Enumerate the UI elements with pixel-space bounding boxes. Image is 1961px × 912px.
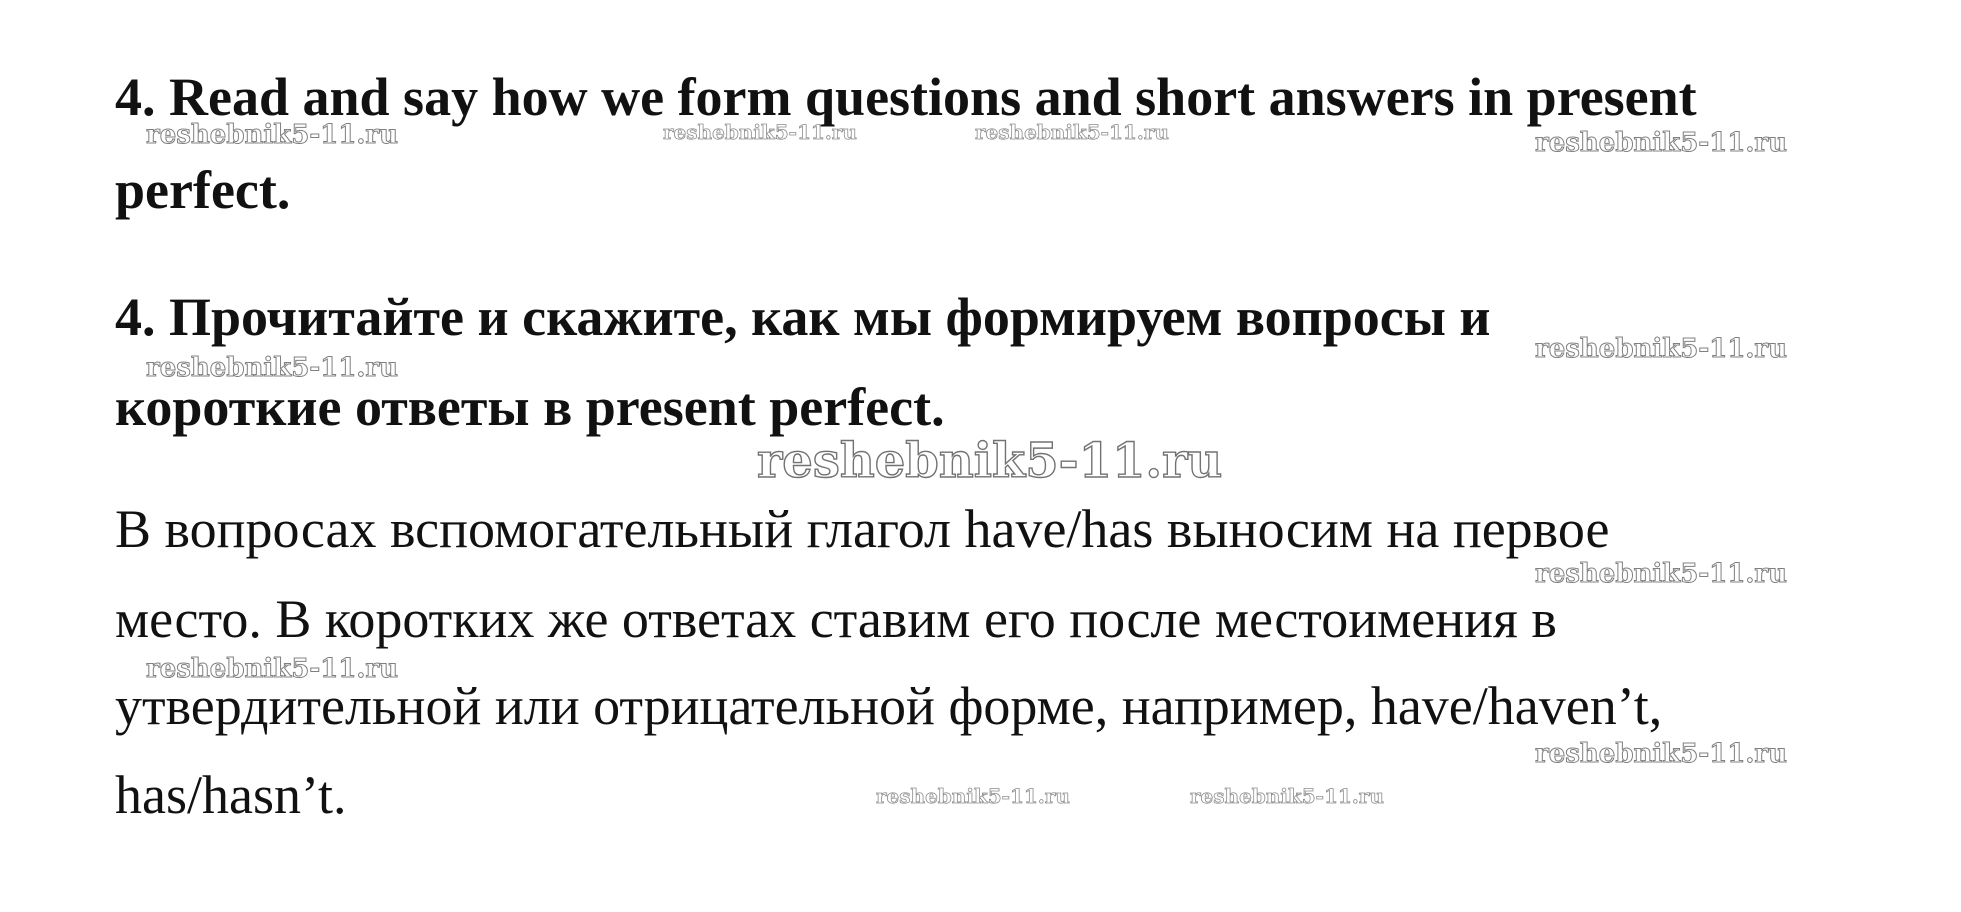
task-title-ru-line-1: 4. Прочитайте и скажите, как мы формируем вопросы и [115,287,1491,347]
watermark: reshebnik5-11.ru [1535,128,1788,158]
answer-line-4: has/hasn’t. [115,765,347,825]
answer-line-3: утвердительной или отрицательной форме, например, have/haven’t, [115,676,1663,736]
watermark: reshebnik5-11.ru [146,353,399,383]
watermark: reshebnik5-11.ru [146,654,399,684]
watermark: reshebnik5-11.ru [876,784,1070,808]
task-title-en-line-1: 4. Read and say how we form questions and short answers in present [115,67,1697,127]
answer-line-2: место. В коротких же ответах ставим его после местоимения в [115,589,1557,649]
watermark: reshebnik5-11.ru [663,120,857,144]
watermark: reshebnik5-11.ru [1535,334,1788,364]
watermark: reshebnik5-11.ru [146,120,399,150]
task-title-ru-line-2: короткие ответы в present perfect. [115,377,945,437]
watermark: reshebnik5-11.ru [1190,784,1384,808]
answer-line-1: В вопросах вспомогательный глагол have/has выносим на первое [115,499,1610,559]
watermark: reshebnik5-11.ru [975,120,1169,144]
task-title-en-line-2: perfect. [115,160,291,220]
watermark: reshebnik5-11.ru [1535,559,1788,589]
watermark: reshebnik5-11.ru [1535,739,1788,769]
watermark: reshebnik5-11.ru [757,433,1223,489]
